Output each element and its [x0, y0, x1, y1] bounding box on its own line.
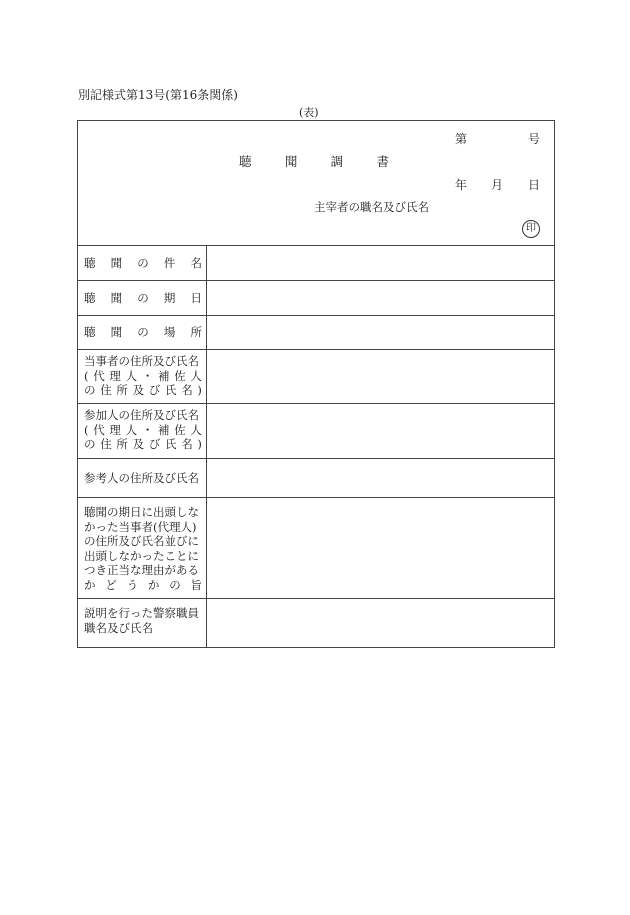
label-char: 所	[190, 325, 202, 339]
row-divider	[77, 403, 555, 404]
row-label-participant	[84, 408, 202, 452]
date-day: 日	[528, 178, 541, 192]
label-char: 件	[163, 256, 176, 270]
title-char: 聴	[239, 154, 252, 169]
label-char: 場	[163, 325, 176, 339]
row-label-party	[84, 354, 202, 398]
label-char: 聞	[110, 291, 123, 305]
label-char: 聴	[84, 325, 96, 339]
label-line: つき正当な理由がある	[84, 563, 199, 577]
column-divider	[206, 245, 207, 648]
label-char: の	[137, 325, 149, 339]
front-side-label: (表)	[299, 106, 319, 119]
row-label-officer	[84, 606, 202, 635]
label-char: 期	[163, 291, 176, 305]
row-divider	[77, 598, 555, 599]
label-line: 出頭しなかったことに	[84, 548, 199, 563]
number-go: 号	[528, 132, 541, 146]
label-char: 聴	[84, 291, 96, 305]
row-divider	[77, 497, 555, 498]
label-line: の住所及び氏名並びに	[84, 534, 199, 548]
date-year: 年	[455, 178, 468, 192]
row-label-subject	[84, 256, 202, 271]
title-char: 書	[376, 154, 389, 169]
label-char: 聞	[110, 256, 123, 270]
row-divider	[77, 280, 555, 281]
row-label-witness: 参考人の住所及び氏名	[84, 471, 199, 485]
row-label-date	[84, 291, 202, 306]
label-char: の	[137, 291, 149, 305]
date-month: 月	[491, 178, 504, 192]
title-char: 調	[330, 154, 344, 169]
label-line: の 住 所 及 び 氏 名 )	[84, 437, 202, 451]
label-char: 聴	[84, 256, 96, 270]
seal-mark: 印	[522, 220, 540, 238]
row-divider	[77, 315, 555, 316]
number-dai: 第	[455, 132, 468, 146]
label-line: 職名及び氏名	[84, 620, 153, 635]
row-label-absent-party	[84, 505, 202, 592]
label-line: 聴聞の期日に出頭しな	[84, 505, 199, 519]
label-char: 日	[190, 291, 202, 305]
row-divider	[77, 245, 555, 246]
row-divider	[77, 349, 555, 350]
row-label-place	[84, 325, 202, 340]
label-char: 名	[190, 256, 202, 270]
label-line: ( 代 理 人 ・ 補 佐 人	[84, 368, 202, 383]
form-caption: 別記様式第13号(第16条関係)	[78, 88, 238, 102]
row-divider	[77, 458, 555, 459]
label-line: の 住 所 及 び 氏 名 )	[84, 383, 202, 397]
document-title	[239, 152, 389, 170]
label-line: 参加人の住所及び氏名	[84, 408, 199, 422]
label-line: かった当事者(代理人)	[84, 519, 197, 534]
label-line: 当事者の住所及び氏名	[84, 354, 199, 368]
label-char: の	[137, 256, 149, 270]
label-char: 聞	[110, 325, 123, 339]
host-name-label: 主宰者の職名及び氏名	[314, 200, 429, 214]
label-line: ( 代 理 人 ・ 補 佐 人	[84, 422, 202, 437]
label-line: か ど う か の 旨	[84, 577, 202, 592]
label-line: 説明を行った警察職員	[84, 606, 199, 620]
title-char: 聞	[284, 154, 298, 169]
